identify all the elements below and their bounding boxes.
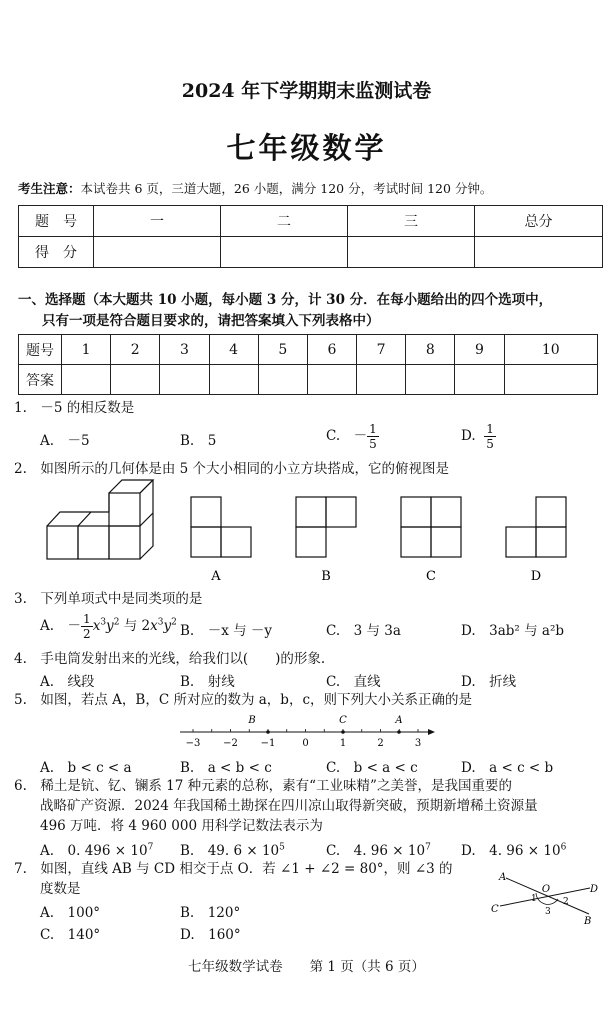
fig-label-b: B <box>584 916 592 924</box>
answer-number: 6 <box>307 335 356 365</box>
q5-option-d[interactable]: D. a < c < b <box>461 760 554 776</box>
answer-cell[interactable] <box>307 365 356 395</box>
answer-cell[interactable] <box>504 365 597 395</box>
score-header-cell: 一 <box>94 206 221 237</box>
number-line-tick-label: 1 <box>339 738 347 749</box>
answer-cell[interactable] <box>357 365 406 395</box>
answer-cell[interactable] <box>160 365 209 395</box>
fig-label-c: C <box>491 904 499 915</box>
score-header-cell: 题 号 <box>19 206 94 237</box>
q5-option-c[interactable]: C. b < a < c <box>326 760 418 776</box>
q7-option-b[interactable]: B. 120° <box>180 905 241 921</box>
score-header-cell: 二 <box>221 206 348 237</box>
q1-option-a[interactable]: A. －5 <box>40 433 90 449</box>
answer-table <box>18 334 598 395</box>
score-cell[interactable] <box>348 237 475 268</box>
q1-stem: 1. －5 的相反数是 <box>14 400 135 416</box>
answer-number: 8 <box>406 335 455 365</box>
answer-number: 3 <box>160 335 209 365</box>
q6-option-b[interactable] <box>180 839 285 859</box>
q3-option-d[interactable]: D. 3ab² 与 a²b <box>461 623 565 639</box>
q5-stem: 5. 如图，若点 A，B，C 所对应的数为 a，b，c，则下列大小关系正确的是 <box>14 692 473 708</box>
figure-label-b: B <box>321 569 331 584</box>
q6-stem <box>14 776 604 836</box>
q6-option-c-exp: 7 <box>425 842 431 853</box>
answer-number: 5 <box>258 335 307 365</box>
fig-angle-3: 3 <box>545 907 551 917</box>
top-view-option-a <box>191 497 251 557</box>
q6-option-a[interactable] <box>40 839 153 859</box>
number-line-tick-label: 3 <box>414 738 422 749</box>
answer-number: 1 <box>62 335 111 365</box>
fraction <box>367 422 379 451</box>
q5-option-b[interactable]: B. a < b < c <box>180 760 272 776</box>
q7-option-c[interactable]: C. 140° <box>40 927 101 943</box>
answer-cell[interactable] <box>406 365 455 395</box>
q6-option-a-text: A. 0. 496 × 10 <box>40 843 148 859</box>
score-header-cell: 总分 <box>475 206 603 237</box>
answer-cell[interactable] <box>111 365 160 395</box>
figure-label-a: A <box>211 569 221 584</box>
number-line-tick-label: 2 <box>377 738 384 749</box>
answer-number: 9 <box>455 335 504 365</box>
q7-stem <box>14 859 453 899</box>
figure-label-d: D <box>530 569 542 584</box>
point-a-dot <box>397 730 401 734</box>
q6-option-d-exp: 6 <box>560 842 567 853</box>
q3-option-b[interactable]: B. －x 与 －y <box>180 623 273 639</box>
fig-label-d: D <box>590 884 599 895</box>
number-line-tick-label: −2 <box>223 738 238 749</box>
score-cell[interactable] <box>94 237 221 268</box>
q6-option-b-exp: 5 <box>279 842 285 853</box>
q1-option-c[interactable] <box>326 422 379 451</box>
fraction <box>484 422 496 451</box>
notice-label: 考生注意： <box>18 181 81 196</box>
top-view-option-c <box>401 497 461 557</box>
q5-option-a[interactable]: A. b < c < a <box>40 760 132 776</box>
intersecting-lines-figure <box>486 866 601 924</box>
q4-option-a[interactable]: A. 线段 <box>40 674 95 690</box>
point-c-dot <box>341 730 345 734</box>
point-label-b: B <box>248 715 256 726</box>
top-view-option-d <box>506 497 566 557</box>
frac-num: 1 <box>486 422 494 436</box>
number-line-tick-label: −3 <box>185 738 201 749</box>
number-line-tick-label: 0 <box>302 738 309 749</box>
score-cell[interactable] <box>475 237 603 268</box>
answer-number: 7 <box>357 335 406 365</box>
score-table <box>18 205 603 268</box>
q6-line: 6. 稀土是钪、钇、镧系 17 种元素的总称，素有“工业味精”之美誉，是我国重要的 <box>14 778 512 794</box>
answer-cell[interactable] <box>455 365 504 395</box>
score-row-label: 得 分 <box>19 237 94 268</box>
answer-header-label: 题号 <box>19 335 62 365</box>
q3-option-a-prefix: A. － <box>40 618 82 634</box>
page-footer: 七年级数学试卷 第 1 页（共 6 页） <box>188 959 425 975</box>
q1-option-c-prefix: C. － <box>326 428 368 444</box>
exam-title: 2024 年下学期期末监测试卷 <box>181 80 432 102</box>
cube-solid-figure <box>47 480 153 559</box>
number-line <box>178 710 438 752</box>
fig-angle-2: 2 <box>563 897 569 907</box>
answer-cell[interactable] <box>258 365 307 395</box>
section-heading-line: 一、选择题（本大题共 10 小题，每小题 3 分，计 30 分．在每小题给出的四个选项中， <box>18 292 553 308</box>
q7-option-d[interactable]: D. 160° <box>180 927 241 943</box>
notice <box>18 179 492 197</box>
q6-line: 496 万吨．将 4 960 000 用科学记数法表示为 <box>40 818 323 834</box>
q6-option-a-exp: 7 <box>147 842 154 853</box>
score-header-cell: 三 <box>348 206 475 237</box>
section-heading <box>18 290 603 332</box>
fraction: $\frac{1}{2}$ <box>83 612 91 641</box>
point-b-dot <box>266 730 270 734</box>
notice-text: 本试卷共 6 页，三道大题，26 小题，满分 120 分，考试时间 120 分钟。 <box>80 181 493 196</box>
q6-option-d[interactable] <box>461 839 566 859</box>
point-label-a: A <box>395 715 403 726</box>
q4-option-d[interactable]: D. 折线 <box>461 674 517 690</box>
q6-line: 战略矿产资源．2024 年我国稀土勘探在四川凉山取得新突破，预期新增稀土资源量 <box>40 798 538 814</box>
score-cell[interactable] <box>221 237 348 268</box>
q6-option-c[interactable] <box>326 839 431 859</box>
frac-den: 5 <box>486 437 494 451</box>
q3-option-a[interactable]: A. － $\frac{1}{2}$ $x^3y^2$ 与 $2x^3y^2$ <box>40 612 177 641</box>
q6-option-b-text: B. 49. 6 × 10 <box>180 843 280 859</box>
fig-angle-1: 1 <box>531 894 537 904</box>
q6-option-c-text: C. 4. 96 × 10 <box>326 843 426 859</box>
q4-option-c[interactable]: C. 直线 <box>326 674 381 690</box>
q3-option-a-mid: 与 2 <box>123 618 151 634</box>
subject-title: 七年级数学 <box>226 131 387 165</box>
q4-option-b[interactable]: B. 射线 <box>180 674 235 690</box>
answer-cell[interactable] <box>62 365 111 395</box>
q1-option-d[interactable] <box>461 422 496 451</box>
q1-option-d-prefix: D. <box>461 428 476 444</box>
q7-option-a[interactable]: A. 100° <box>40 905 101 921</box>
fig-label-o: O <box>541 884 551 895</box>
point-label-c: C <box>339 715 347 726</box>
top-view-option-b <box>296 497 356 557</box>
q7-line: 度数是 <box>40 881 81 897</box>
answer-number: 10 <box>504 335 597 365</box>
answer-row-label: 答案 <box>19 365 62 395</box>
q1-option-b[interactable]: B. 5 <box>180 433 217 449</box>
q3-stem: 3. 下列单项式中是同类项的是 <box>14 591 203 607</box>
q3-option-c[interactable]: C. 3 与 3a <box>326 623 401 639</box>
frac-num: 1 <box>369 422 377 436</box>
q7-line: 7. 如图，直线 AB 与 CD 相交于点 O．若 ∠1 + ∠2 = 80°，则 ∠3 的 <box>14 861 453 877</box>
figure-label-c: C <box>426 569 436 584</box>
section-heading-line: 只有一项是符合题目要求的，请把答案填入下列表格中） <box>42 313 380 329</box>
q2-figures <box>40 478 600 588</box>
q6-option-d-text: D. 4. 96 × 10 <box>461 843 561 859</box>
answer-number: 2 <box>111 335 160 365</box>
q4-stem: 4. 手电筒发射出来的光线，给我们以( )的形象. <box>14 651 326 667</box>
q2-stem: 2. 如图所示的几何体是由 5 个大小相同的小立方块搭成，它的俯视图是 <box>14 461 450 477</box>
fig-label-a: A <box>499 872 507 883</box>
answer-number: 4 <box>209 335 258 365</box>
frac-den: 5 <box>369 437 377 451</box>
number-line-tick-label: −1 <box>260 738 276 749</box>
answer-cell[interactable] <box>209 365 258 395</box>
